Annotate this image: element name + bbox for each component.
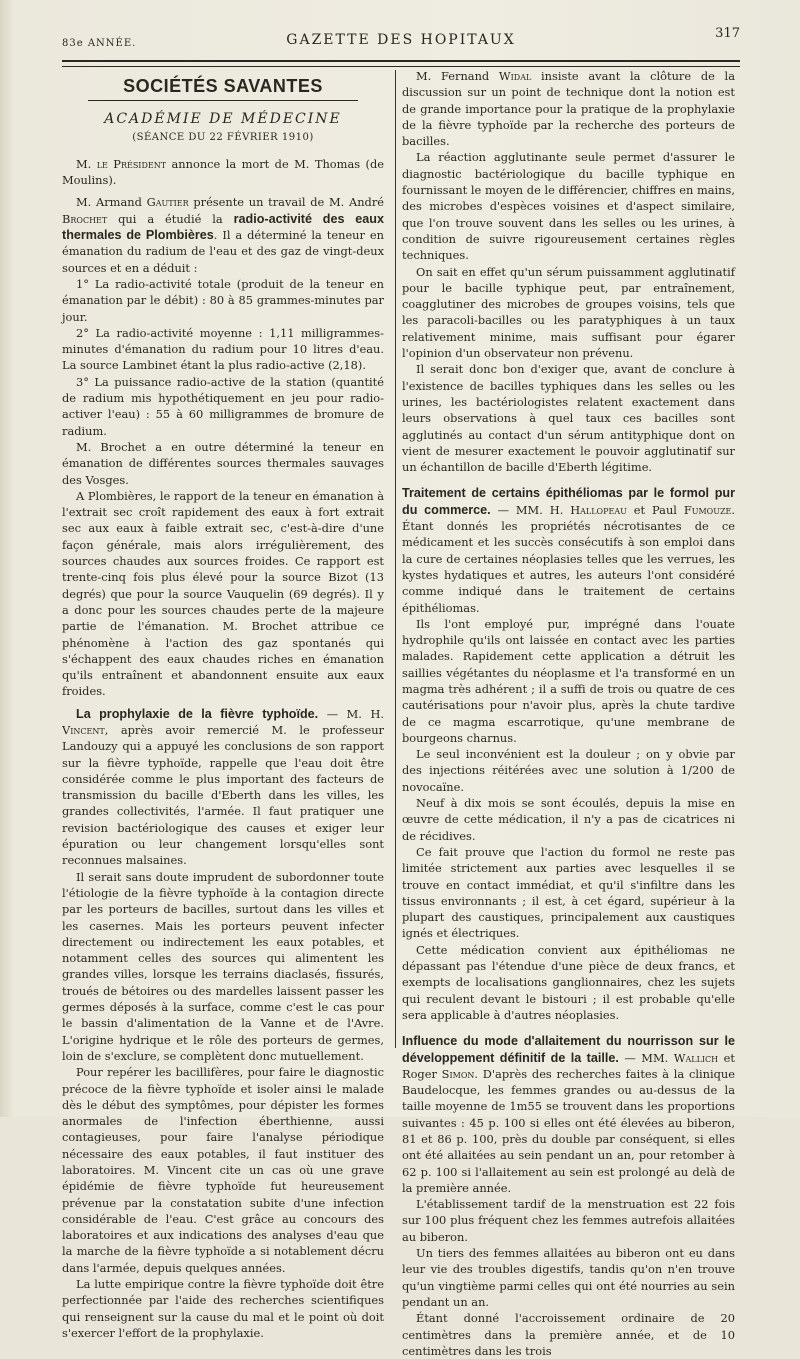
section-rule [88, 100, 358, 101]
paragraph-action: Ce fait prouve que l'action du formol ne reste pas limitée strictement aux parties avec lesquelles il se trouve en contact immédiat, et qu'il s'infiltre dans les tissus environnants ; il est, à cet égard, supérieur à la plupart des caustiques, principalement aux caustiques ignés et électriques. [402, 844, 735, 941]
paragraph-gautier [62, 194, 384, 275]
page-header [62, 26, 740, 58]
paragraph-text: qui a étudié la [107, 211, 234, 226]
paragraph-accroissement: Étant donné l'accroissement ordinaire de 20 centimètres dans la première année, et de 10 centimètres dans les trois [402, 1311, 735, 1358]
paragraph-exiger: Il serait donc bon d'exiger que, avant de conclure à l'existence de bacilles typhiques dans les selles ou les urines, les bactériologistes relatent exactement dans leurs observations à quel taux ces bacilles sont agglutinés au contact d'un sérum antityphique dont on vient de mesurer exactement le pouvoir agglutinatif sur un échantillon de bacille d'Eberth légitime. [402, 362, 735, 475]
left-column [62, 68, 384, 1341]
paragraph-text: — MM. [618, 1050, 674, 1065]
topic-heading: Traitement de certains épithéliomas par le formol pur du commerce. [402, 486, 735, 517]
section-title: SOCIÉTÉS SAVANTES [123, 76, 323, 96]
paragraph-vincent [62, 706, 384, 869]
paragraph-wallich [402, 1033, 735, 1196]
paragraph-text: . Il a déterminé la teneur en émanation du radium de l'eau et des gaz de vingt-deux sources et en a déduit : [62, 228, 384, 275]
paragraph-plombieres: A Plombières, le rapport de la teneur en émanation à l'extrait sec croît rapidement des eaux à fort extrait sec aux eaux à faible extrait sec, c'est-à-dire d'une façon générale, mais alors irrégulièrement, des sources chaudes aux sources froides. Ce rapport est trente-cinq fois plus élevé pour la source Bizot (13 degrés) que pour la source Vauquelin (69 degrés). Il y a donc pour les sources chaudes perte de la majeure partie de l'émanation. M. Brochet attribue ce phénomène à l'action des gaz spontanés qui s'échappent des eaux chaudes riches en émanation qu'ils entraînent et abandonnent ensuite aux eaux froides. [62, 488, 384, 699]
paragraph-text: annonce la mort de M. Thomas (de Moulins). [62, 156, 384, 188]
speaker-name: Vincent [62, 722, 105, 737]
topic-heading: radio-activité des eaux thermales de Plombières [62, 211, 384, 243]
speaker-name: M. le Président [76, 156, 167, 171]
column-divider [395, 70, 396, 1048]
paragraph-neuf: Neuf à dix mois se sont écoulés, depuis la mise en œuvre de cette médication, il n'y a pas de cicatrices ni de récidives. [402, 796, 735, 843]
paragraph-hallopeau [402, 485, 735, 615]
paragraph-reaction: La réaction agglutinante seule permet d'assurer le diagnostic bactériologique du bacille typhique en fournissant le moyen de le différencier, chiffres en mains, des microbes d'espèces voisines et d'aspect similaire, que l'on trouve souvent dans les selles ou les urines, à condition de suivre rigoureusement certaines règles techniques. [402, 150, 735, 263]
paragraph-text: et Paul [626, 502, 684, 517]
academy-heading: ACADÉMIE DE MÉDECINE [104, 111, 342, 128]
paragraph-cette: Cette médication convient aux épithéliomas ne dépassant pas l'étendue d'une pièce de deux francs, et exempts de localisations ganglionnaires, chez les sujets qui reculent devant le bistouri ; il est probable qu'elle sera applicable à d'autres néoplasies. [402, 942, 735, 1022]
speaker-name: Brochet [62, 211, 108, 226]
paragraph-text: M. Armand [76, 195, 147, 210]
paragraph-text: M. Fernand [416, 69, 499, 83]
speaker-name: Wallich [673, 1050, 719, 1065]
paragraph-text: . D'après des recherches faites à la clinique Baudelocque, les femmes grandes ou au-dessus de la taille moyenne de 1m55 se trouvent dans les proportions suivantes : 45 p. 100 si elles ont été élevées au biberon, 81 et 86 p. 100, près du double par conséquent, si elles ont été allaitées au sein pendant un an, pour retomber à 62 p. 100 si l'allaitement au sein est prolongé au delà de la première année. [402, 1066, 735, 1195]
paragraph-brochet: M. Brochet a en outre déterminé la teneur en émanation de différentes sources thermales sauvages des Vosges. [62, 439, 384, 487]
paragraph-text: et Roger [402, 1050, 735, 1081]
paragraph-text: — M. H. [318, 706, 384, 721]
paragraph-text: présente un travail de M. André [188, 195, 385, 210]
page-number: 317 [715, 26, 740, 41]
edition-label: 83e ANNÉE. [62, 38, 137, 49]
paragraph-serum: On sait en effet qu'un sérum puissamment agglutinatif pour le bacille typhique peut, par entraînement, coagglutiner des microbes de groupes voisins, tels que les paracoli-bacilles ou les paratyphiques à un taux relativement minime, mais suffisant pour égarer l'opinion d'un observateur non prévenu. [402, 264, 735, 361]
session-date: (SÉANCE DU 22 FÉVRIER 1910) [132, 131, 314, 143]
paragraph-text: . Étant donnés les propriétés nécrotisantes de ce médicament et les succès consécutifs à son emploi dans la cure de certaines néoplasies telles que les verrues, les kystes hydatiques et autres, les auteurs l'ont considéré comme indiqué dans le traitement de certains épithéliomas. [402, 502, 736, 615]
paragraph-text: — MM. H. [490, 502, 571, 517]
right-column [402, 68, 735, 1359]
topic-heading: Influence du mode d'allaitement du nourrisson sur le développement définitif de la taille. [402, 1034, 735, 1065]
paragraph-imprudent: Il serait sans doute imprudent de subordonner toute l'étiologie de la fièvre typhoïde à la contagion directe par les porteurs de bacilles, surtout dans les villes et les casernes. Mais les porteurs peuvent infecter directement ou indirectement les eaux potables, et notamment celles des sources qui alimentent les grandes villes, lorsque les terrains diaclasés, fissurés, troués de bétoires ou des mardelles laissent passer les germes déposés à la surface, comme c'est le cas pour le bassin d'alimentation de la Vanne et de l'Avre. L'origine hydrique et le rôle des porteurs de germes, loin de s'exclure, se complètent donc mutuellement. [62, 869, 384, 1063]
paragraph-reperer: Pour repérer les bacillifères, pour faire le diagnostic précoce de la fièvre typhoïde et isoler ainsi le malade dès le début des symptômes, pour dépister les formes anormales de l'infection éberthienne, aussi contagieuses, pour faire l'analyse périodique nécessaire des eaux potables, il faut instituer des laboratoires. M. Vincent cite un cas où une grave épidémie de fièvre typhoïde fut heureusement prévenue par la constatation subite d'une infection considérable de l'eau. C'est grâce au concours des laboratoires et aux indications des analyses d'eau que la marche de la fièvre typhoïde a si notablement décru dans l'armée, depuis quelques années. [62, 1065, 384, 1275]
paragraph-text: insiste avant la clôture de la discussion sur un point de technique dont la notion est de grande importance pour la pratique de la prophylaxie de la fièvre typhoïde par la recherche des porteurs de bacilles. [402, 69, 735, 149]
paragraph-menstruation: L'établissement tardif de la menstruation est 22 fois sur 100 plus fréquent chez les femmes autrefois allaitées au biberon. [402, 1197, 735, 1244]
paragraph-douleur: Le seul inconvénient est la douleur ; on y obvie par des injections réitérées avec une solution à 1/200 de novocaïne. [402, 747, 735, 794]
paragraph-widal [402, 68, 735, 149]
list-item-3: 3° La puissance radio-active de la station (quantité de radium mis hypothétiquement en jeu pour radio-activer l'eau) : 55 à 60 milligrammes de bromure de radium. [62, 374, 384, 438]
list-item-1: 1° La radio-activité totale (produit de la teneur en émanation par le débit) : 80 à 85 grammes-minutes par jour. [62, 276, 384, 324]
paragraph-lutte: La lutte empirique contre la fièvre typhoïde doit être perfectionnée par l'aide des recherches scientifiques qui renseignent sur la cause du mal et le point où doit s'exercer l'effort de la prophylaxie. [62, 1277, 384, 1340]
paragraph-president [62, 156, 384, 189]
speaker-name: Gautier [146, 195, 189, 210]
paragraph-tiers: Un tiers des femmes allaitées au biberon ont eu dans leur vie des troubles digestifs, tandis qu'on n'en trouve qu'un vingtième parmi celles qui ont été nourries au sein pendant un an. [402, 1246, 735, 1309]
speaker-name: Hallopeau [570, 502, 627, 517]
paragraph-text: , après avoir remercié M. le professeur Landouzy qui a appuyé les conclusions de son rapport sur la fièvre typhoïde, rappelle que l'eau doit être considérée comme le plus important des facteurs de transmission du bacille d'Eberth dans les villes, les grandes collectivités, l'armée. Il faut pratiquer une revision bactériologique des causes et exiger leur épuration ou leur changement lorsqu'elles sont reconnues malsaines. [62, 722, 384, 868]
speaker-name: Simon [441, 1066, 475, 1081]
speaker-name: Widal [498, 69, 532, 83]
speaker-name: Fumouze [683, 502, 732, 517]
paragraph-ouate: Ils l'ont employé pur, imprégné dans l'ouate hydrophile qu'ils ont laissée en contact avec les parties malades. Rapidement cette application a détruit les saillies végétantes du néoplasme et l'a transformé en un magma très adhérent ; il a suffi de trois ou quatre de ces cautérisations pour n'avoir plus, après la chute tardive de ce magma escarrotique, qu'une membrane de bourgeons charnus. [402, 616, 735, 745]
header-rule [62, 60, 740, 67]
topic-heading: La prophylaxie de la fièvre typhoïde. [76, 706, 319, 721]
journal-title: GAZETTE DES HOPITAUX [286, 32, 516, 48]
list-item-2: 2° La radio-activité moyenne : 1,11 milligrammes-minutes d'émanation du radium pour 10 litres d'eau. La source Lambinet étant la plus radio-active (2,18). [62, 325, 384, 373]
